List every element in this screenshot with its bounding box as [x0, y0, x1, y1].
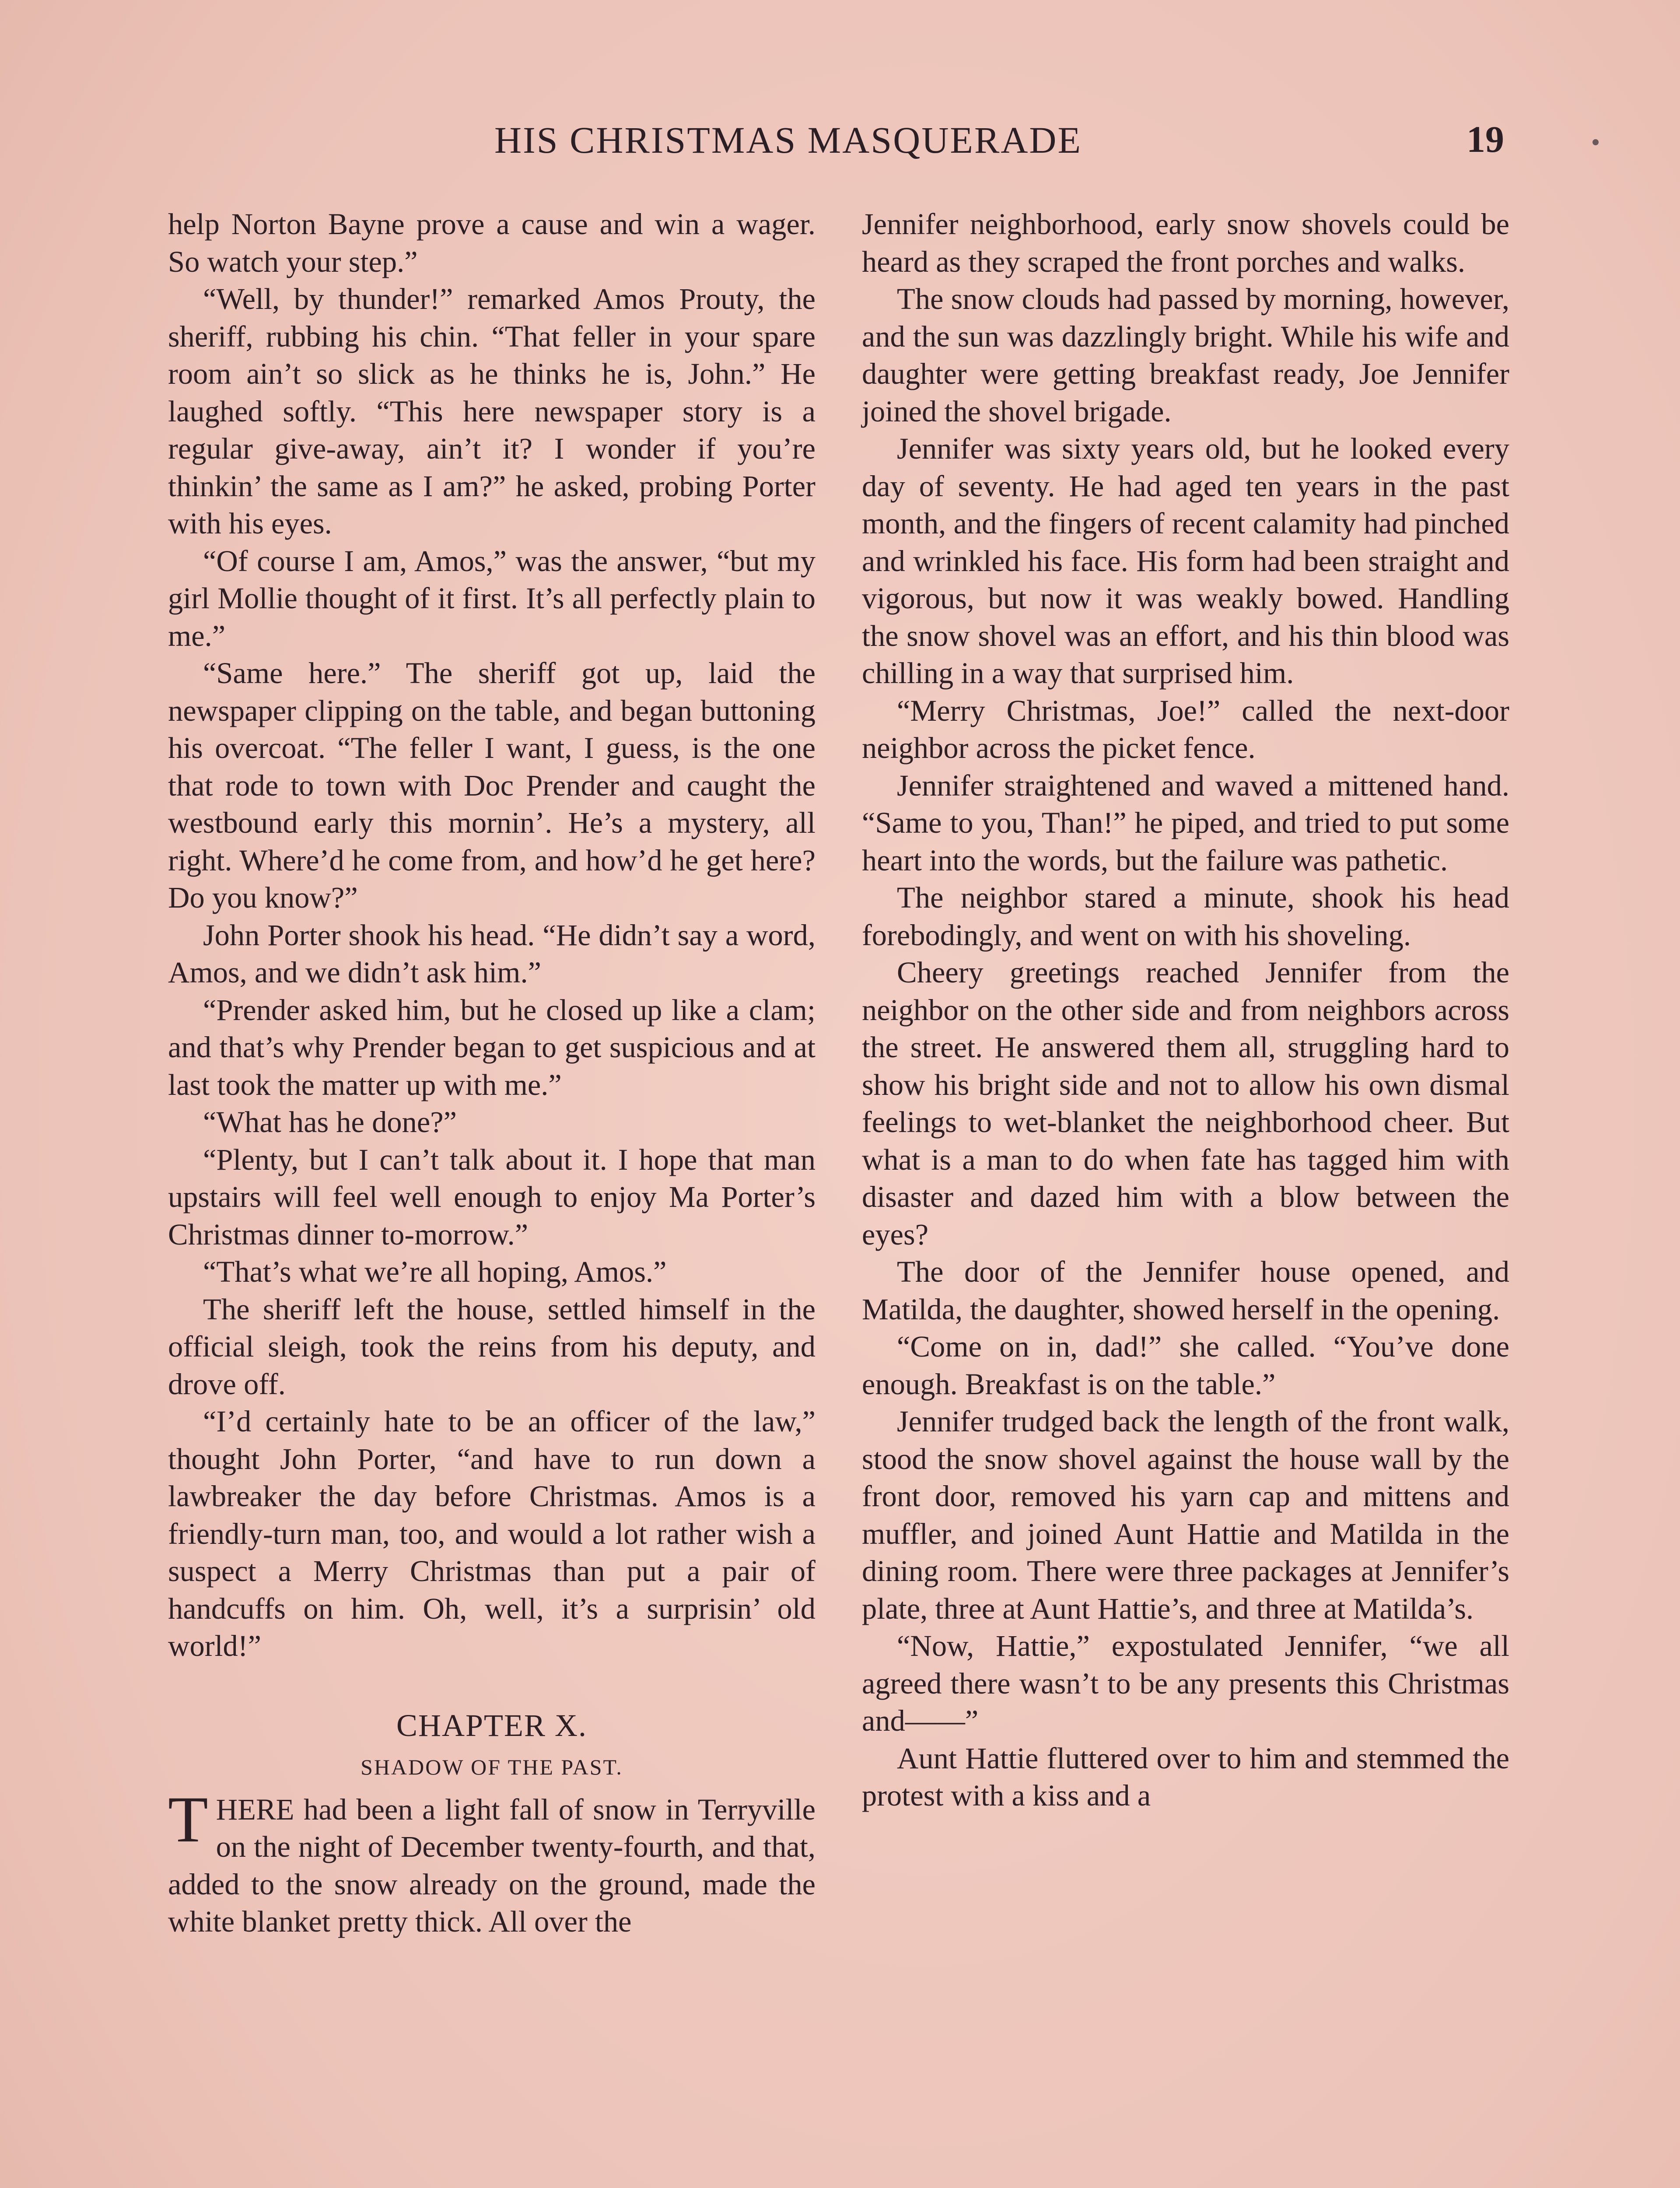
chapter-subheading: SHADOW OF THE PAST.: [360, 1754, 623, 1779]
drop-cap: T: [168, 1783, 208, 1856]
paragraph: The snow clouds had passed by morning, however, and the sun was dazzlingly bright. While his wife and daughter were getting breakfast ready, Joe Jennifer joined the shovel brigade.: [862, 282, 1509, 428]
paragraph: Jennifer trudged back the length of the front walk, stood the snow shovel against the house wall by the front door, removed his yarn cap and mittens and muffler, and joined Aunt Hattie and Matilda in the dining room. There were three packages at Jennifer’s plate, three at Aunt Hattie’s, and three at Matilda’s.: [862, 1405, 1509, 1625]
paragraph: “Come on in, dad!” she called. “You’ve done enough. Breakfast is on the table.”: [862, 1330, 1509, 1401]
paragraph: help Norton Bayne prove a cause and win a wager. So watch your step.”: [168, 207, 816, 278]
paragraph: John Porter shook his head. “He didn’t say a word, Amos, and we didn’t ask him.”: [168, 918, 816, 989]
right-column: [862, 206, 1509, 1815]
paragraph: “Same here.” The sheriff got up, laid the newspaper clipping on the table, and began buttoning his overcoat. “The feller I want, I guess, is the one that rode to town with Doc Prender and caught the westbound early this mornin’. He’s a mystery, all right. Where’d he come from, and how’d he get here? Do you know?”: [168, 656, 816, 914]
paragraph: “What has he done?”: [203, 1105, 457, 1139]
paragraph: “Merry Christmas, Joe!” called the next-door neighbor across the picket fence.: [862, 694, 1509, 764]
paragraph: Aunt Hattie fluttered over to him and stemmed the protest with a kiss and a: [862, 1741, 1509, 1812]
paragraph: The sheriff left the house, settled himself in the official sleigh, took the reins from his deputy, and drove off.: [168, 1292, 816, 1401]
paragraph: Cheery greetings reached Jennifer from the neighbor on the other side and from neighbors across the street. He answered them all, struggling hard to show his bright side and not to allow his own dismal feelings to wet-blanket the neighborhood cheer. But what is a man to do when fate has tagged him with disaster and dazed him with a blow between the eyes?: [862, 956, 1509, 1251]
print-speck: [1592, 139, 1599, 145]
paragraph: Jennifer straightened and waved a mittened hand. “Same to you, Than!” he piped, and tried to put some heart into the words, but the failure was pathetic.: [862, 768, 1509, 877]
paragraph: “That’s what we’re all hoping, Amos.”: [203, 1255, 667, 1288]
paragraph: The door of the Jennifer house opened, and Matilda, the daughter, showed herself in the opening.: [862, 1255, 1509, 1326]
left-column: [168, 206, 816, 1941]
paragraph: Jennifer neighborhood, early snow shovels could be heard as they scraped the front porches and walks.: [862, 207, 1509, 278]
paragraph: The neighbor stared a minute, shook his head forebodingly, and went on with his shoveling.: [862, 881, 1509, 952]
paragraph: “Prender asked him, but he closed up like a clam; and that’s why Prender began to get suspicious and at last took the matter up with me.”: [168, 993, 816, 1101]
page-number: 19: [1466, 118, 1504, 160]
paragraph: “Plenty, but I can’t talk about it. I hope that man upstairs will feel well enough to enjoy Ma Porter’s Christmas dinner to-morrow.”: [168, 1143, 816, 1251]
paragraph: “Of course I am, Amos,” was the answer, “but my girl Mollie thought of it first. It’s all perfectly plain to me.”: [168, 544, 816, 652]
paragraph: Jennifer was sixty years old, but he looked every day of seventy. He had aged ten years in the past month, and the fingers of recent calamity had pinched and wrinkled his face. His form had been straight and vigorous, but now it was weakly bowed. Handling the snow shovel was an effort, and his thin blood was chilling in a way that surprised him.: [862, 432, 1509, 690]
paragraph: “Well, by thunder!” remarked Amos Prouty, the sheriff, rubbing his chin. “That feller in your spare room ain’t so slick as he thinks he is, John.” He laughed softly. “This here newspaper story is a regular give-away, ain’t it? I wonder if you’re thinkin’ the same as I am?” he asked, probing Porter with his eyes.: [168, 282, 816, 540]
paragraph: “I’d certainly hate to be an officer of the law,” thought John Porter, “and have to run down a lawbreaker the day before Christmas. Amos is a friendly-turn man, too, and would a lot rather wish a suspect a Merry Christmas than put a pair of handcuffs on him. Oh, well, it’s a surprisin’ old world!”: [168, 1405, 816, 1662]
chapter-opening-paragraph: [168, 1783, 816, 1941]
running-title: HIS CHRISTMAS MASQUERADE: [494, 119, 1082, 161]
chapter-opening-text: HERE had been a light fall of snow in Terryville on the night of December twenty-fourth, and that, added to the snow already on the ground, made the white blanket pretty thick. All over the: [168, 1792, 816, 1938]
paragraph: “Now, Hattie,” expostulated Jennifer, “we all agreed there wasn’t to be any presents this Christmas and——”: [862, 1629, 1509, 1737]
chapter-heading: CHAPTER X.: [396, 1708, 588, 1743]
